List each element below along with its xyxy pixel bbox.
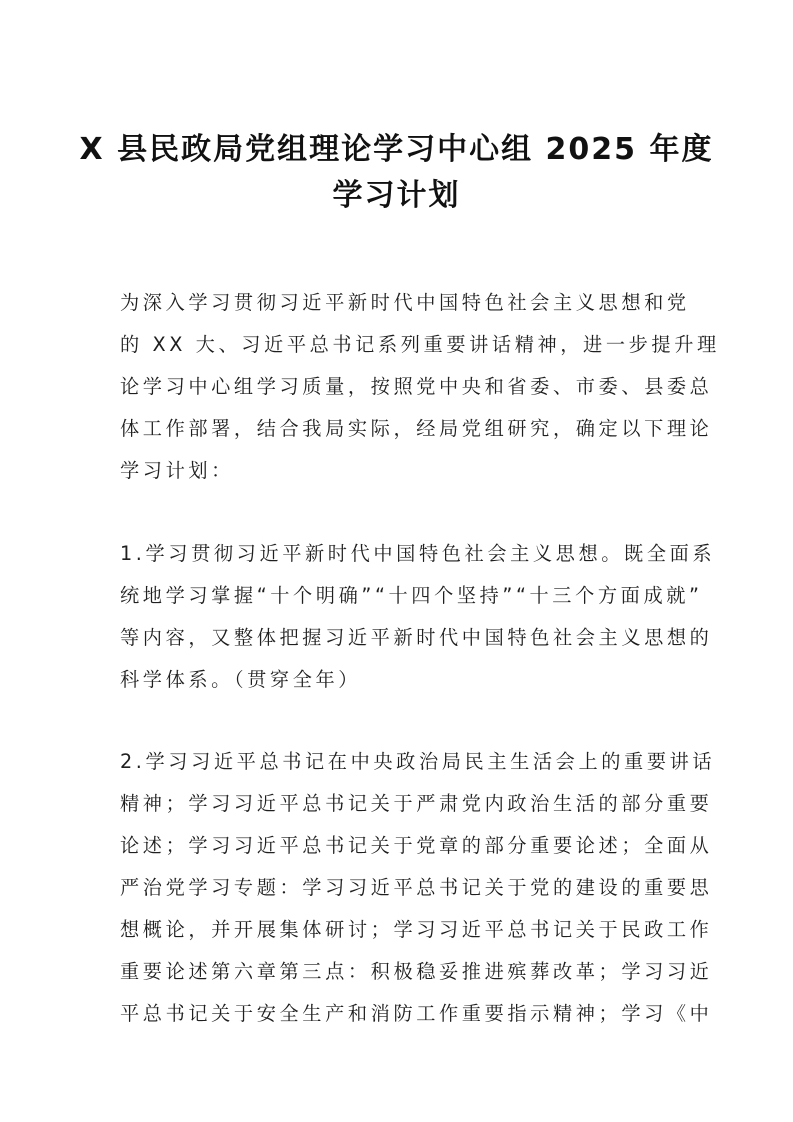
text-line: 的 XX 大、习近平总书记系列重要讲话精神，进一步提升理 (120, 333, 720, 356)
text-line: 平总书记关于安全生产和消防工作重要指示精神；学习《中 (120, 1002, 713, 1025)
text-line: 精神；学习习近平总书记关于严肃党内政治生活的部分重要 (120, 792, 713, 815)
item-1-paragraph (120, 533, 716, 701)
item-2-paragraph (120, 741, 716, 1035)
text-line: 统地学习掌握“十个明确”“十四个坚持”“十三个方面成就” (120, 584, 703, 607)
text-line: 论学习中心组学习质量，按照党中央和省委、市委、县委总 (120, 375, 713, 398)
text-line: 论述；学习习近平总书记关于党章的部分重要论述；全面从 (120, 834, 713, 857)
text-line: 科学体系。（贯穿全年） (120, 668, 362, 691)
text-line: 重要论述第六章第三点：积极稳妥推进殡葬改革；学习习近 (120, 960, 713, 983)
intro-paragraph (120, 282, 720, 492)
text-line: 为深入学习贯彻习近平新时代中国特色社会主义思想和党 (120, 291, 690, 314)
text-line: 体工作部署，结合我局实际，经局党组研究，确定以下理论 (120, 417, 713, 440)
document-subtitle: 学习计划 (332, 178, 461, 213)
text-line: 1.学习贯彻习近平新时代中国特色社会主义思想。既全面系 (120, 542, 716, 565)
text-line: 2.学习习近平总书记在中央政治局民主生活会上的重要讲话 (120, 750, 716, 773)
text-line: 想概论，并开展集体研讨；学习习近平总书记关于民政工作 (120, 918, 713, 941)
document-title: X 县民政局党组理论学习中心组 2025 年度 (79, 132, 714, 167)
text-line: 严治党学习专题：学习习近平总书记关于党的建设的重要思 (120, 876, 713, 899)
text-line: 学习计划： (120, 459, 234, 482)
text-line: 等内容，又整体把握习近平新时代中国特色社会主义思想的 (120, 626, 713, 649)
